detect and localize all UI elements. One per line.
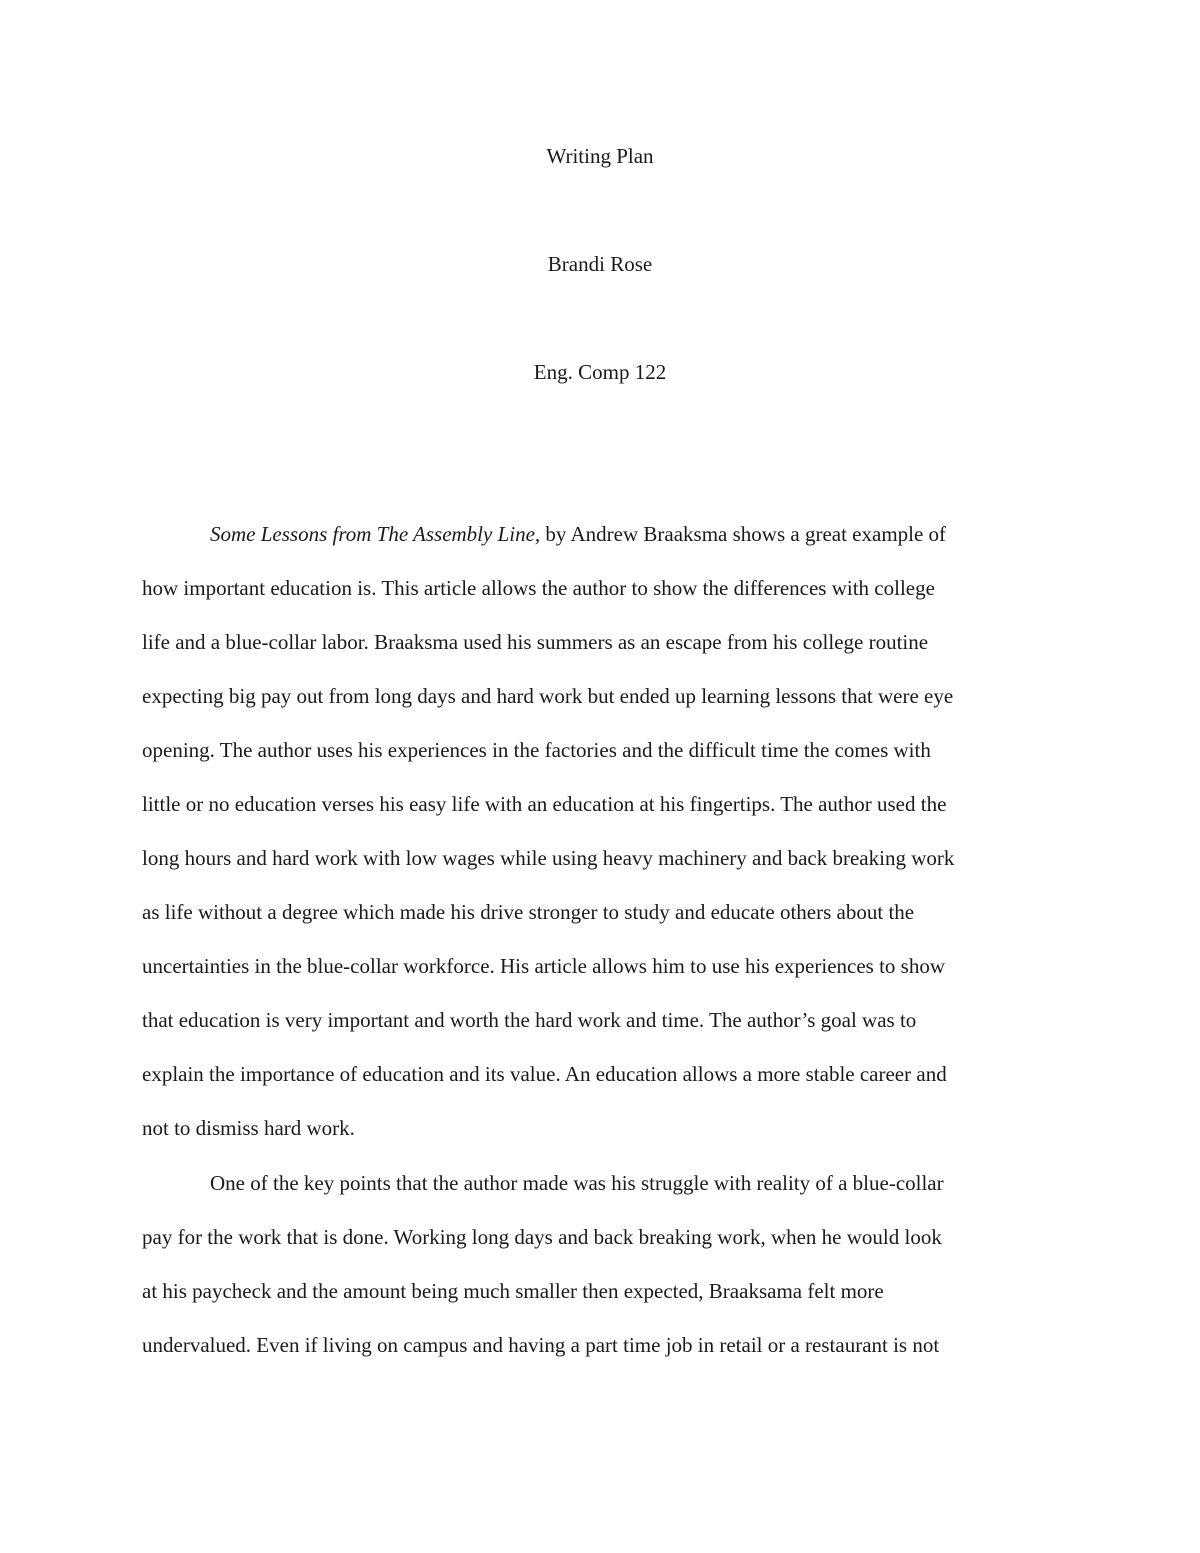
paragraph-line: at his paycheck and the amount being much smaller then expected, Braaksama felt more [142, 1279, 884, 1303]
paragraph-line: little or no education verses his easy life with an education at his fingertips. The author used the [142, 792, 947, 816]
line-text: by Andrew Braaksma shows a great example of [540, 522, 947, 546]
document-title: Writing Plan [546, 144, 654, 168]
paragraph-line: expecting big pay out from long days and hard work but ended up learning lessons that were eye [142, 684, 954, 708]
paragraph-line: life and a blue-collar labor. Braaksma used his summers as an escape from his college routine [142, 630, 929, 654]
paragraph-line [210, 519, 946, 549]
paragraph-line: uncertainties in the blue-collar workforce. His article allows him to use his experiences to show [142, 954, 946, 978]
paragraph-line: as life without a degree which made his drive stronger to study and educate others about the [142, 900, 915, 924]
paragraph-line: pay for the work that is done. Working long days and back breaking work, when he would look [142, 1225, 942, 1249]
course-name: Eng. Comp 122 [533, 360, 667, 384]
paragraph-line: One of the key points that the author made was his struggle with reality of a blue-collar [210, 1171, 944, 1195]
paragraph-line: not to dismiss hard work. [142, 1116, 355, 1140]
paragraph-line: how important education is. This article allows the author to show the differences with college [142, 576, 935, 600]
paragraph-line: explain the importance of education and its value. An education allows a more stable career and [142, 1062, 947, 1086]
paragraph-line: long hours and hard work with low wages while using heavy machinery and back breaking work [142, 846, 955, 870]
paragraph-line: undervalued. Even if living on campus and having a part time job in retail or a restaurant is not [142, 1333, 940, 1357]
author-name: Brandi Rose [547, 252, 653, 276]
article-title: Some Lessons from The Assembly Line, [210, 522, 541, 546]
paragraph-line: that education is very important and worth the hard work and time. The author’s goal was to [142, 1008, 917, 1032]
paragraph-line: opening. The author uses his experiences in the factories and the difficult time the comes with [142, 738, 931, 762]
